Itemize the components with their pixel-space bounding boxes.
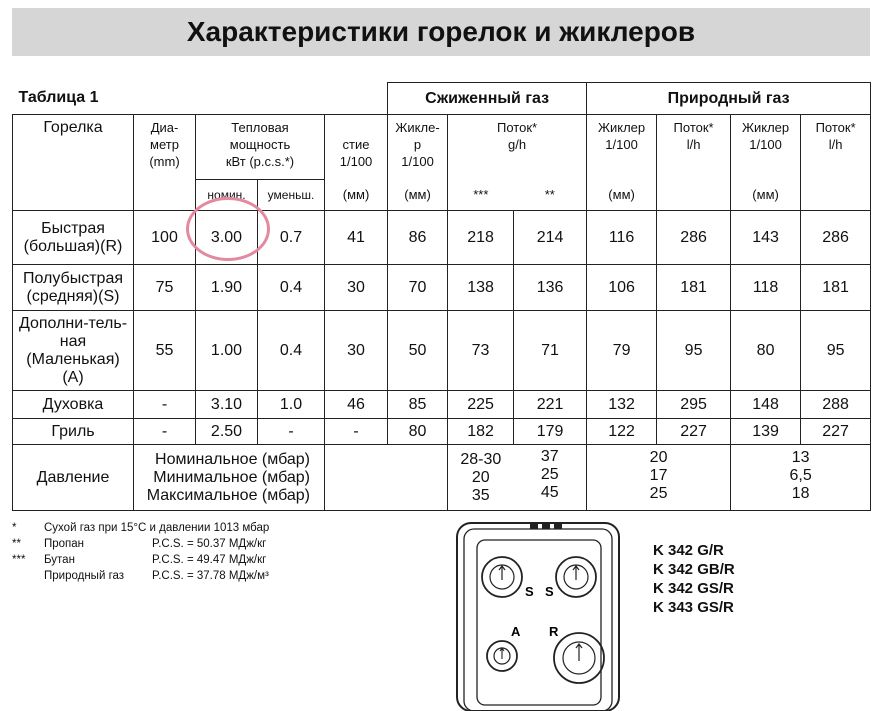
title-bar	[12, 8, 870, 56]
footnote	[12, 536, 269, 552]
pressure-ng1: 20 17 25	[587, 445, 731, 511]
cell: 85	[388, 391, 448, 419]
cell: 225	[448, 391, 514, 419]
table-row	[13, 419, 871, 445]
cell: 221	[514, 391, 587, 419]
cell: 50	[388, 311, 448, 391]
col-power-red: уменьш.	[258, 180, 325, 211]
cell: 227	[657, 419, 731, 445]
table-row	[13, 311, 871, 391]
model-item: K 342 GB/R	[653, 561, 735, 578]
group-natural-header: Природный газ	[587, 83, 871, 115]
cell: 122	[587, 419, 657, 445]
cell: -	[134, 419, 196, 445]
col-power-nom: номин.	[196, 180, 258, 211]
burner-semi-rapid-right-icon	[556, 557, 596, 597]
cell: 1.00	[196, 311, 258, 391]
footnote-value: P.C.S. = 49.47 МДж/кг	[152, 554, 267, 566]
col-ng-flow2-header: Поток* l/h	[801, 115, 871, 180]
table-label: Таблица 1	[13, 83, 388, 115]
burner-label-s1: S	[525, 584, 534, 599]
pressure-lpg-a: 28-30 20 35	[448, 445, 514, 511]
cell: 118	[731, 265, 801, 311]
cell: 1.90	[196, 265, 258, 311]
cell: 79	[587, 311, 657, 391]
cell: -	[258, 419, 325, 445]
burner-spec-table	[12, 82, 871, 511]
row-burner-name: Дополни-тель- ная (Маленькая) (A)	[13, 311, 134, 391]
cell: 3.10	[196, 391, 258, 419]
group-lpg-header: Сжиженный газ	[388, 83, 587, 115]
footnote-value: P.C.S. = 37.78 МДж/м³	[152, 570, 269, 582]
pressure-types: Номинальное (мбар) Минимальное (мбар) Максимальное (мбар)	[134, 445, 325, 511]
col-ng-jet2-header: Жиклер 1/100	[731, 115, 801, 180]
col-lpg-bypass-unit: (мм)	[325, 180, 388, 211]
row-burner-name: Полубыстрая (средняя)(S)	[13, 265, 134, 311]
row-burner-name: Духовка	[13, 391, 134, 419]
col-ng-jet2-unit: (мм)	[731, 180, 801, 211]
cell: 218	[448, 211, 514, 265]
table-row	[13, 265, 871, 311]
cell: 182	[448, 419, 514, 445]
cell: 3.00	[196, 211, 258, 265]
col-ng-flow1-unit	[657, 180, 731, 211]
model-list	[653, 541, 735, 617]
cell: 214	[514, 211, 587, 265]
page-title: Характеристики горелок и жиклеров	[186, 16, 696, 47]
cell: 143	[731, 211, 801, 265]
cell: 2.50	[196, 419, 258, 445]
cell: 95	[657, 311, 731, 391]
cell: 75	[134, 265, 196, 311]
footnote	[12, 568, 269, 584]
cell: 1.0	[258, 391, 325, 419]
footnote	[12, 552, 269, 568]
col-lpg-flow-a: ***	[448, 180, 514, 211]
cell: 136	[514, 265, 587, 311]
col-power-header: Тепловая мощность кВт (p.c.s.*)	[196, 115, 325, 180]
model-item: K 343 GS/R	[653, 599, 734, 616]
cell: 0.7	[258, 211, 325, 265]
cell: 132	[587, 391, 657, 419]
col-lpg-flow-header: Поток* g/h	[448, 115, 587, 180]
cell: 55	[134, 311, 196, 391]
footnote-text: Бутан	[44, 554, 75, 566]
col-ng-flow1-header: Поток* l/h	[657, 115, 731, 180]
cell: 148	[731, 391, 801, 419]
col-burner-header: Горелка	[13, 115, 134, 211]
cell: 0.4	[258, 311, 325, 391]
burner-semi-rapid-left-icon	[482, 557, 522, 597]
cell: 70	[388, 265, 448, 311]
cell: 73	[448, 311, 514, 391]
burner-label-r: R	[549, 624, 559, 639]
pressure-label: Давление	[13, 445, 134, 511]
burner-label-a: A	[511, 624, 521, 639]
footnote-mark: **	[12, 538, 21, 550]
cell: -	[134, 391, 196, 419]
table-row	[13, 211, 871, 265]
footnote-mark: ***	[12, 554, 26, 566]
cell: 138	[448, 265, 514, 311]
cell: 100	[134, 211, 196, 265]
pressure-row	[13, 445, 871, 511]
cell: 30	[325, 311, 388, 391]
cell: 295	[657, 391, 731, 419]
footnote-value: P.C.S. = 50.37 МДж/кг	[152, 538, 267, 550]
pressure-lpg-b: 37 25 45	[514, 445, 587, 511]
footnote-mark: *	[12, 522, 17, 534]
cell: 71	[514, 311, 587, 391]
cell: 86	[388, 211, 448, 265]
cell: 46	[325, 391, 388, 419]
cell: 95	[801, 311, 871, 391]
footnotes	[12, 520, 269, 584]
cell: 80	[388, 419, 448, 445]
cell: 181	[657, 265, 731, 311]
col-ng-flow2-unit	[801, 180, 871, 211]
model-item: K 342 GS/R	[653, 580, 734, 597]
cell: 179	[514, 419, 587, 445]
col-lpg-jet-header: Жикле- р 1/100	[388, 115, 448, 180]
row-burner-name: Быстрая (большая)(R)	[13, 211, 134, 265]
burner-rapid-icon	[554, 633, 604, 683]
cell: 181	[801, 265, 871, 311]
cell: 286	[801, 211, 871, 265]
cell: -	[325, 419, 388, 445]
footnote-text: Природный газ	[44, 570, 125, 582]
cell: 139	[731, 419, 801, 445]
burner-label-s2: S	[545, 584, 554, 599]
pressure-ng2: 13 6,5 18	[731, 445, 871, 511]
footnote-mark	[12, 568, 44, 584]
col-lpg-bypass-header: стие 1/100	[325, 115, 388, 180]
cell: 286	[657, 211, 731, 265]
cell: 227	[801, 419, 871, 445]
cell: 116	[587, 211, 657, 265]
col-diameter-header: Диа- метр (mm)	[134, 115, 196, 211]
col-ng-jet1-header: Жиклер 1/100	[587, 115, 657, 180]
cell: 288	[801, 391, 871, 419]
pressure-empty	[325, 445, 448, 511]
model-item: K 342 G/R	[653, 542, 724, 559]
footnote	[12, 520, 269, 536]
col-lpg-flow-b: **	[514, 180, 587, 211]
cell: 41	[325, 211, 388, 265]
col-lpg-jet-unit: (мм)	[388, 180, 448, 211]
cell: 80	[731, 311, 801, 391]
hob-diagram	[445, 520, 630, 711]
row-burner-name: Гриль	[13, 419, 134, 445]
burner-auxiliary-icon	[487, 641, 517, 671]
cell: 30	[325, 265, 388, 311]
cell: 106	[587, 265, 657, 311]
footnote-text: Сухой газ при 15°C и давлении 1013 мбар	[44, 522, 270, 534]
cell: 0.4	[258, 265, 325, 311]
footnote-text: Пропан	[44, 538, 85, 550]
table-row	[13, 391, 871, 419]
col-ng-jet1-unit: (мм)	[587, 180, 657, 211]
